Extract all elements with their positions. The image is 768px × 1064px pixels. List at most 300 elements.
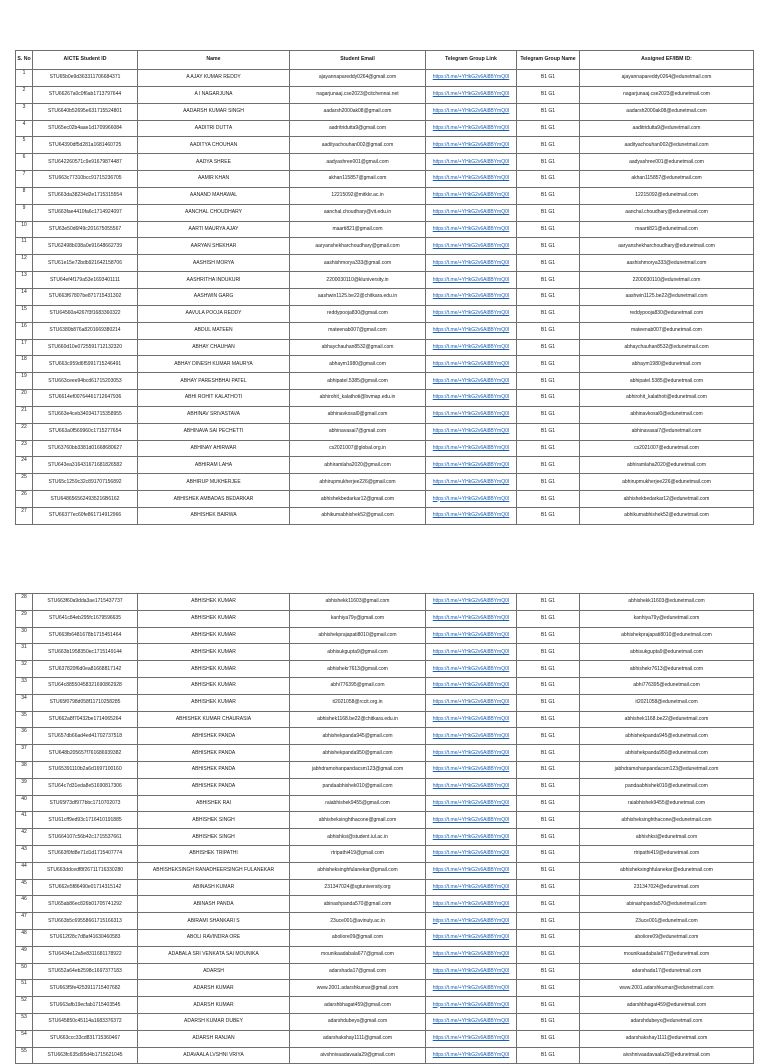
- cell-group-name: B1 G1: [517, 507, 580, 524]
- cell-name: ABHISHEK AMBADAS BEDARKAR: [138, 491, 290, 508]
- cell-assigned-id: abhinavasai7@edunetmail.com: [580, 423, 754, 440]
- cell-group-name: B1 G1: [517, 288, 580, 305]
- telegram-link[interactable]: https://t.me/+YHkG2v6Al8BYmQ0I: [426, 644, 517, 661]
- telegram-link[interactable]: https://t.me/+YHkG2v6Al8BYmQ0I: [426, 507, 517, 524]
- cell-email: aivshnivaadavaala29@gmail.com: [290, 1047, 426, 1064]
- cell-assigned-id: abhishekk11603@edunetmail.com: [580, 594, 754, 611]
- cell-name: ABHAY PARESHBHAI PATEL: [138, 373, 290, 390]
- table-row: [16, 272, 754, 289]
- cell-name: ABOLI RAVINDRA ORE: [138, 929, 290, 946]
- cell-assigned-id: ajayannapareddy0264@edunetmail.com: [580, 70, 754, 87]
- cell-student-id: STU63760bb3381d01668680627: [33, 440, 138, 457]
- cell-group-name: B1 G1: [517, 238, 580, 255]
- cell-email: aashwin1125.be22@chitkara.edu.in: [290, 288, 426, 305]
- table-row: [16, 221, 754, 238]
- cell-group-name: B1 G1: [517, 322, 580, 339]
- telegram-link[interactable]: https://t.me/+YHkG2v6Al8BYmQ0I: [426, 980, 517, 997]
- cell-sno: 41: [16, 812, 33, 829]
- cell-assigned-id: cs2021007@edunetmail.com: [580, 440, 754, 457]
- telegram-link[interactable]: https://t.me/+YHkG2v6Al8BYmQ0I: [426, 272, 517, 289]
- cell-email: aadyashree001@gmail.com: [290, 154, 426, 171]
- cell-email: aashishmorya333@gmail.com: [290, 255, 426, 272]
- telegram-link[interactable]: https://t.me/+YHkG2v6Al8BYmQ0I: [426, 491, 517, 508]
- cell-sno: 37: [16, 745, 33, 762]
- header-row: [16, 51, 754, 70]
- cell-student-id: STU65ec02b4aae1d1709966084: [33, 120, 138, 137]
- telegram-link[interactable]: https://t.me/+YHkG2v6Al8BYmQ0I: [426, 255, 517, 272]
- cell-student-id: STU663da38234d2e1715315554: [33, 187, 138, 204]
- cell-email: abhaym1980@gmail.com: [290, 356, 426, 373]
- cell-email: 12215092@mitkkr.ac.in: [290, 187, 426, 204]
- cell-name: AANAND MAHAWAL: [138, 187, 290, 204]
- table-row: [16, 677, 754, 694]
- table-row: [16, 171, 754, 188]
- telegram-link[interactable]: https://t.me/+YHkG2v6Al8BYmQ0I: [426, 829, 517, 846]
- cell-student-id: STU663f0fd8e71d1d1715407774: [33, 845, 138, 862]
- cell-email: www.2001.adarshkumar@gmail.com: [290, 980, 426, 997]
- table-row: [16, 845, 754, 862]
- cell-assigned-id: nagarjunaaj.cse2023@edunetmail.com: [580, 86, 754, 103]
- cell-student-id: STU663ccc33cd831715360467: [33, 1030, 138, 1047]
- cell-email: kanhiya79y@gmail.com: [290, 610, 426, 627]
- cell-email: adarshada17@gmail.com: [290, 963, 426, 980]
- telegram-link[interactable]: https://t.me/+YHkG2v6Al8BYmQ0I: [426, 661, 517, 678]
- cell-email: aanchal.choudhary@vit.edu.in: [290, 204, 426, 221]
- cell-sno: 21: [16, 406, 33, 423]
- cell-name: ABHISHEK SINGH: [138, 812, 290, 829]
- table-row: [16, 644, 754, 661]
- telegram-link[interactable]: https://t.me/+YHkG2v6Al8BYmQ0I: [426, 390, 517, 407]
- cell-student-id: STU662a8f70432be1714065264: [33, 711, 138, 728]
- telegram-link[interactable]: https://t.me/+YHkG2v6Al8BYmQ0I: [426, 86, 517, 103]
- cell-student-id: STU65f73df977bbc1710702073: [33, 795, 138, 812]
- cell-group-name: B1 G1: [517, 187, 580, 204]
- cell-assigned-id: mateenab007@edunetmail.com: [580, 322, 754, 339]
- cell-student-id: STU65ab86ec826b01705741292: [33, 896, 138, 913]
- table-row: [16, 812, 754, 829]
- cell-group-name: B1 G1: [517, 120, 580, 137]
- table-row: [16, 86, 754, 103]
- cell-group-name: B1 G1: [517, 491, 580, 508]
- cell-assigned-id: kanhiya79y@edunetmail.com: [580, 610, 754, 627]
- cell-group-name: B1 G1: [517, 86, 580, 103]
- cell-sno: 1: [16, 70, 33, 87]
- cell-email: abhaychauhan8532@gmail.com: [290, 339, 426, 356]
- cell-assigned-id: adarshada17@edunetmail.com: [580, 963, 754, 980]
- cell-student-id: STU663f67807be871715431302: [33, 288, 138, 305]
- table-row: [16, 305, 754, 322]
- cell-group-name: B1 G1: [517, 272, 580, 289]
- cell-email: aadritridutta9@gmail.com: [290, 120, 426, 137]
- telegram-link[interactable]: https://t.me/+YHkG2v6Al8BYmQ0I: [426, 896, 517, 913]
- cell-name: ABHIRAM LAHA: [138, 457, 290, 474]
- telegram-link[interactable]: https://t.me/+YHkG2v6Al8BYmQ0I: [426, 120, 517, 137]
- cell-assigned-id: abhisheksinghfulanekar@edunetmail.com: [580, 862, 754, 879]
- cell-group-name: B1 G1: [517, 390, 580, 407]
- cell-name: ABDUL MATEEN: [138, 322, 290, 339]
- table-row: [16, 627, 754, 644]
- table-body-page2: [16, 594, 754, 1064]
- cell-email: adarshakshay1111@gmail.com: [290, 1030, 426, 1047]
- cell-assigned-id: mounikaadabala677@edunetmail.com: [580, 946, 754, 963]
- cell-student-id: STU65c1259c32c891707156892: [33, 474, 138, 491]
- cell-assigned-id: aivshnivaadavaala29@edunetmail.com: [580, 1047, 754, 1064]
- cell-name: ADABALA SRI VENKATA SAI MOUNIKA: [138, 946, 290, 963]
- cell-student-id: STU65391110b2a6d1697100160: [33, 761, 138, 778]
- cell-assigned-id: abhishksi@edunetmail.com: [580, 829, 754, 846]
- cell-assigned-id: 23uce001@edunetmail.com: [580, 913, 754, 930]
- cell-name: ABHINAY AHIRWAR: [138, 440, 290, 457]
- telegram-link[interactable]: https://t.me/+YHkG2v6Al8BYmQ0I: [426, 440, 517, 457]
- cell-name: ABHINAVA SAI PECHETTI: [138, 423, 290, 440]
- telegram-link[interactable]: https://t.me/+YHkG2v6Al8BYmQ0I: [426, 795, 517, 812]
- telegram-link[interactable]: https://t.me/+YHkG2v6Al8BYmQ0I: [426, 423, 517, 440]
- cell-email: 231347024@sgtuniversity.org: [290, 879, 426, 896]
- cell-student-id: STU663b5c69558661715166313: [33, 913, 138, 930]
- cell-group-name: B1 G1: [517, 457, 580, 474]
- cell-sno: 22: [16, 423, 33, 440]
- cell-assigned-id: adarshbhagat459@edunetmail.com: [580, 997, 754, 1014]
- cell-assigned-id: abinashpanda570@edunetmail.com: [580, 896, 754, 913]
- header-assigned-id: Assigned EF/IBM ID:: [580, 51, 754, 70]
- cell-assigned-id: abhishekprajapati8010@edunetmail.com: [580, 627, 754, 644]
- cell-email: abhishksi@student.iul.ac.in: [290, 829, 426, 846]
- telegram-link[interactable]: https://t.me/+YHkG2v6Al8BYmQ0I: [426, 305, 517, 322]
- cell-group-name: B1 G1: [517, 1030, 580, 1047]
- cell-sno: 20: [16, 390, 33, 407]
- cell-email: abhirupmukherjee226@gmail.com: [290, 474, 426, 491]
- cell-assigned-id: aashishmorya333@edunetmail.com: [580, 255, 754, 272]
- cell-student-id: STU663fb6481678b1715451464: [33, 627, 138, 644]
- cell-name: AANCHAL CHOUDHARY: [138, 204, 290, 221]
- table-row: [16, 70, 754, 87]
- cell-name: AADITYA CHOUHAN: [138, 137, 290, 154]
- cell-student-id: STU66267a0c0f6ab1713797644: [33, 86, 138, 103]
- cell-name: ABHISHEK KUMAR: [138, 610, 290, 627]
- cell-assigned-id: abhaychauhan8532@edunetmail.com: [580, 339, 754, 356]
- cell-name: ABHISHEK KUMAR: [138, 694, 290, 711]
- cell-email: adarshdubeyx@gmail.com: [290, 1013, 426, 1030]
- cell-group-name: B1 G1: [517, 627, 580, 644]
- cell-sno: 44: [16, 862, 33, 879]
- cell-sno: 54: [16, 1030, 33, 1047]
- cell-assigned-id: maarti821@edunetmail.com: [580, 221, 754, 238]
- cell-name: AARYAN SHEKHAR: [138, 238, 290, 255]
- cell-name: ABHAY CHAUHAN: [138, 339, 290, 356]
- cell-name: ADARSH KUMAR DUBEY: [138, 1013, 290, 1030]
- cell-student-id: STU663b1958350ec1715149144: [33, 644, 138, 661]
- cell-email: jabhdramohanpandacsm123@gmail.com: [290, 761, 426, 778]
- cell-name: ABHISHEK SINGH: [138, 829, 290, 846]
- cell-group-name: B1 G1: [517, 963, 580, 980]
- telegram-link[interactable]: https://t.me/+YHkG2v6Al8BYmQ0I: [426, 238, 517, 255]
- cell-sno: 33: [16, 677, 33, 694]
- cell-student-id: STU6486565624935216B6162: [33, 491, 138, 508]
- table-row: [16, 356, 754, 373]
- header-name: Name: [138, 51, 290, 70]
- telegram-link[interactable]: https://t.me/+YHkG2v6Al8BYmQ0I: [426, 70, 517, 87]
- telegram-link[interactable]: https://t.me/+YHkG2v6Al8BYmQ0I: [426, 627, 517, 644]
- cell-sno: 15: [16, 305, 33, 322]
- cell-group-name: B1 G1: [517, 154, 580, 171]
- cell-student-id: STU6380b876a8201669380214: [33, 322, 138, 339]
- cell-assigned-id: raiabhishek9455@edunetmail.com: [580, 795, 754, 812]
- telegram-link[interactable]: https://t.me/+YHkG2v6Al8BYmQ0I: [426, 457, 517, 474]
- cell-name: ABHISHEK PANDA: [138, 728, 290, 745]
- cell-assigned-id: 231347024@edunetmail.com: [580, 879, 754, 896]
- cell-group-name: B1 G1: [517, 761, 580, 778]
- cell-email: ajayannapareddy0264@gmail.com: [290, 70, 426, 87]
- cell-sno: 53: [16, 1013, 33, 1030]
- cell-sno: 42: [16, 829, 33, 846]
- cell-name: ABHISHEKSINGH RANADHEERSINGH FULANEKAR: [138, 862, 290, 879]
- telegram-link[interactable]: https://t.me/+YHkG2v6Al8BYmQ0I: [426, 610, 517, 627]
- cell-student-id: STU641c84eb295fc1679596635: [33, 610, 138, 627]
- cell-assigned-id: adarshakshay1111@edunetmail.com: [580, 1030, 754, 1047]
- table-body-page1: [16, 70, 754, 525]
- telegram-link[interactable]: https://t.me/+YHkG2v6Al8BYmQ0I: [426, 356, 517, 373]
- header-email: Student Email: [290, 51, 426, 70]
- cell-name: ADARSH KUMAR: [138, 980, 290, 997]
- cell-email: abhisukgupta9@gmail.com: [290, 644, 426, 661]
- table-row: [16, 929, 754, 946]
- cell-assigned-id: abhisukgupta9@edunetmail.com: [580, 644, 754, 661]
- telegram-link[interactable]: https://t.me/+YHkG2v6Al8BYmQ0I: [426, 373, 517, 390]
- telegram-link[interactable]: https://t.me/+YHkG2v6Al8BYmQ0I: [426, 913, 517, 930]
- telegram-link[interactable]: https://t.me/+YHkG2v6Al8BYmQ0I: [426, 221, 517, 238]
- telegram-link[interactable]: https://t.me/+YHkG2v6Al8BYmQ0I: [426, 946, 517, 963]
- telegram-link[interactable]: https://t.me/+YHkG2v6Al8BYmQ0I: [426, 406, 517, 423]
- cell-assigned-id: 12215092@edunetmail.com: [580, 187, 754, 204]
- cell-name: ABHISHEK KUMAR: [138, 594, 290, 611]
- telegram-link[interactable]: https://t.me/+YHkG2v6Al8BYmQ0I: [426, 204, 517, 221]
- cell-name: AAMIR KHAN: [138, 171, 290, 188]
- cell-sno: 36: [16, 728, 33, 745]
- telegram-link[interactable]: https://t.me/+YHkG2v6Al8BYmQ0I: [426, 322, 517, 339]
- cell-group-name: B1 G1: [517, 997, 580, 1014]
- cell-student-id: STU663fae4410fa6c1714924097: [33, 204, 138, 221]
- cell-assigned-id: pandaabhishek010@edunetmail.com: [580, 778, 754, 795]
- cell-group-name: B1 G1: [517, 221, 580, 238]
- cell-email: it2021058@rccit.org.in: [290, 694, 426, 711]
- cell-group-name: B1 G1: [517, 70, 580, 87]
- telegram-link[interactable]: https://t.me/+YHkG2v6Al8BYmQ0I: [426, 862, 517, 879]
- telegram-link[interactable]: https://t.me/+YHkG2v6Al8BYmQ0I: [426, 711, 517, 728]
- cell-student-id: STU664107c56b42c1715537661: [33, 829, 138, 846]
- table-row: [16, 728, 754, 745]
- table-row: [16, 661, 754, 678]
- table-row: [16, 154, 754, 171]
- telegram-link[interactable]: https://t.me/+YHkG2v6Al8BYmQ0I: [426, 103, 517, 120]
- cell-sno: 6: [16, 154, 33, 171]
- telegram-link[interactable]: https://t.me/+YHkG2v6Al8BYmQ0I: [426, 879, 517, 896]
- table-row: [16, 373, 754, 390]
- table-row: [16, 238, 754, 255]
- cell-student-id: STU637820f6d0ea81668817142: [33, 661, 138, 678]
- table-row: [16, 761, 754, 778]
- cell-student-id: STU64c88550458321690862928: [33, 677, 138, 694]
- cell-sno: 16: [16, 322, 33, 339]
- telegram-link[interactable]: https://t.me/+YHkG2v6Al8BYmQ0I: [426, 745, 517, 762]
- cell-student-id: STU663c959d6f5991715246491: [33, 356, 138, 373]
- cell-email: abhirohit_kalathoti@bvmap.edu.in: [290, 390, 426, 407]
- cell-student-id: STU663a0f569960c1715277654: [33, 423, 138, 440]
- cell-student-id: STU6640b52695e631715524801: [33, 103, 138, 120]
- cell-email: reddypooja830@gmail.com: [290, 305, 426, 322]
- cell-name: ADARSH RANJAN: [138, 1030, 290, 1047]
- cell-email: abhinavasai7@gmail.com: [290, 423, 426, 440]
- table-row: [16, 288, 754, 305]
- header-sno: S. No: [16, 51, 33, 70]
- cell-name: AAVULA POOJA REDDY: [138, 305, 290, 322]
- cell-student-id: STU642260571c9e91679874487: [33, 154, 138, 171]
- cell-name: ABHISHEK PANDA: [138, 778, 290, 795]
- table-row: [16, 406, 754, 423]
- cell-email: 2200030110@kluniversity.in: [290, 272, 426, 289]
- telegram-link[interactable]: https://t.me/+YHkG2v6Al8BYmQ0I: [426, 137, 517, 154]
- cell-student-id: STU657db66ad4ed41702737518: [33, 728, 138, 745]
- cell-sno: 48: [16, 929, 33, 946]
- telegram-link[interactable]: https://t.me/+YHkG2v6Al8BYmQ0I: [426, 929, 517, 946]
- cell-assigned-id: rtripathi419@edunetmail.com: [580, 845, 754, 862]
- telegram-link[interactable]: https://t.me/+YHkG2v6Al8BYmQ0I: [426, 812, 517, 829]
- cell-assigned-id: aashwin1125.be22@edunetmail.com: [580, 288, 754, 305]
- table-row: [16, 137, 754, 154]
- cell-sno: 46: [16, 896, 33, 913]
- cell-email: adarshbhagat459@gmail.com: [290, 997, 426, 1014]
- cell-email: aboliore09@gmail.com: [290, 929, 426, 946]
- cell-name: A AJAY KUMAR REDDY: [138, 70, 290, 87]
- table-row: [16, 879, 754, 896]
- cell-group-name: B1 G1: [517, 845, 580, 862]
- cell-sno: 34: [16, 694, 33, 711]
- telegram-link[interactable]: https://t.me/+YHkG2v6Al8BYmQ0I: [426, 761, 517, 778]
- cell-name: ABHISHEK KUMAR: [138, 677, 290, 694]
- cell-email: abhinavkosal0@gmail.com: [290, 406, 426, 423]
- telegram-link[interactable]: https://t.me/+YHkG2v6Al8BYmQ0I: [426, 778, 517, 795]
- cell-assigned-id: abhishekpanda945@edunetmail.com: [580, 728, 754, 745]
- telegram-link[interactable]: https://t.me/+YHkG2v6Al8BYmQ0I: [426, 171, 517, 188]
- table-row: [16, 1030, 754, 1047]
- cell-email: maarti821@gmail.com: [290, 221, 426, 238]
- cell-group-name: B1 G1: [517, 896, 580, 913]
- cell-assigned-id: abhi776395@edunetmail.com: [580, 677, 754, 694]
- cell-student-id: STU663c77310bcc91715236705: [33, 171, 138, 188]
- cell-email: aadarsh2000ak08@gmail.com: [290, 103, 426, 120]
- cell-student-id: STU62498b038a0e91648662739: [33, 238, 138, 255]
- telegram-link[interactable]: https://t.me/+YHkG2v6Al8BYmQ0I: [426, 997, 517, 1014]
- cell-name: ABHI ROHIT KALATHOTI: [138, 390, 290, 407]
- cell-name: ABHAY DINESH KUMAR MAURYA: [138, 356, 290, 373]
- cell-group-name: B1 G1: [517, 103, 580, 120]
- cell-sno: 51: [16, 980, 33, 997]
- cell-assigned-id: it2021058@edunetmail.com: [580, 694, 754, 711]
- cell-name: AASHWIN GARG: [138, 288, 290, 305]
- cell-sno: 24: [16, 457, 33, 474]
- telegram-link[interactable]: https://t.me/+YHkG2v6Al8BYmQ0I: [426, 694, 517, 711]
- telegram-link[interactable]: https://t.me/+YHkG2v6Al8BYmQ0I: [426, 154, 517, 171]
- cell-email: abhishek1168.be22@chitkara.edu.in: [290, 711, 426, 728]
- telegram-link[interactable]: https://t.me/+YHkG2v6Al8BYmQ0I: [426, 1030, 517, 1047]
- cell-group-name: B1 G1: [517, 423, 580, 440]
- students-table-page1: [15, 50, 754, 525]
- table-row: [16, 507, 754, 524]
- telegram-link[interactable]: https://t.me/+YHkG2v6Al8BYmQ0I: [426, 474, 517, 491]
- cell-email: aadityachouhan002@gmail.com: [290, 137, 426, 154]
- table-row: [16, 980, 754, 997]
- cell-group-name: B1 G1: [517, 644, 580, 661]
- cell-name: AASHISH MORYA: [138, 255, 290, 272]
- cell-name: ABHIRUP MUKHERJEE: [138, 474, 290, 491]
- cell-group-name: B1 G1: [517, 171, 580, 188]
- cell-name: ADARSH KUMAR: [138, 997, 290, 1014]
- cell-name: ABINASH KUMAR: [138, 879, 290, 896]
- cell-name: ABHISHEK BAIRWA: [138, 507, 290, 524]
- cell-sno: 11: [16, 238, 33, 255]
- cell-email: raiabhishek9455@gmail.com: [290, 795, 426, 812]
- cell-student-id: STU64390df5d281a1681460725: [33, 137, 138, 154]
- telegram-link[interactable]: https://t.me/+YHkG2v6Al8BYmQ0I: [426, 187, 517, 204]
- cell-student-id: STU662e5f86490e01714315142: [33, 879, 138, 896]
- cell-student-id: STU663fc635d95d4b1715621045: [33, 1047, 138, 1064]
- cell-group-name: B1 G1: [517, 373, 580, 390]
- cell-name: ABHISHEK KUMAR: [138, 627, 290, 644]
- cell-email: abhishekpanda945@gmail.com: [290, 728, 426, 745]
- telegram-link[interactable]: https://t.me/+YHkG2v6Al8BYmQ0I: [426, 963, 517, 980]
- cell-sno: 10: [16, 221, 33, 238]
- cell-assigned-id: akhan115857@edunetmail.com: [580, 171, 754, 188]
- cell-group-name: B1 G1: [517, 929, 580, 946]
- cell-group-name: B1 G1: [517, 305, 580, 322]
- cell-email: akhan115857@gmail.com: [290, 171, 426, 188]
- cell-student-id: STU663f5fe4253911715407682: [33, 980, 138, 997]
- telegram-link[interactable]: https://t.me/+YHkG2v6Al8BYmQ0I: [426, 677, 517, 694]
- telegram-link[interactable]: https://t.me/+YHkG2v6Al8BYmQ0I: [426, 1013, 517, 1030]
- cell-name: AARTI MAURYA AJAY: [138, 221, 290, 238]
- cell-sno: 35: [16, 711, 33, 728]
- cell-assigned-id: aanchal.choudhary@edunetmail.com: [580, 204, 754, 221]
- telegram-link[interactable]: https://t.me/+YHkG2v6Al8BYmQ0I: [426, 288, 517, 305]
- header-telegram-group: Telegram Group Name: [517, 51, 580, 70]
- cell-email: abhi776395@gmail.com: [290, 677, 426, 694]
- cell-name: ABIRAMI SHANKARI S: [138, 913, 290, 930]
- cell-group-name: B1 G1: [517, 829, 580, 846]
- cell-name: AADARSH KUMAR SINGH: [138, 103, 290, 120]
- cell-sno: 30: [16, 627, 33, 644]
- cell-student-id: STU663e4ceb340341715358955: [33, 406, 138, 423]
- cell-sno: 3: [16, 103, 33, 120]
- cell-assigned-id: abhishek1168.be22@edunetmail.com: [580, 711, 754, 728]
- cell-student-id: STU612f28c7d8af41630460583: [33, 929, 138, 946]
- cell-sno: 7: [16, 171, 33, 188]
- cell-assigned-id: jabhdramohanpandacsm123@edunetmail.com: [580, 761, 754, 778]
- cell-group-name: B1 G1: [517, 594, 580, 611]
- telegram-link[interactable]: https://t.me/+YHkG2v6Al8BYmQ0I: [426, 1047, 517, 1064]
- table-row: [16, 440, 754, 457]
- cell-name: ADARSH: [138, 963, 290, 980]
- table-row: [16, 187, 754, 204]
- cell-assigned-id: abhikumabhishek52@edunetmail.com: [580, 507, 754, 524]
- telegram-link[interactable]: https://t.me/+YHkG2v6Al8BYmQ0I: [426, 728, 517, 745]
- table-row: [16, 457, 754, 474]
- telegram-link[interactable]: https://t.me/+YHkG2v6Al8BYmQ0I: [426, 594, 517, 611]
- cell-assigned-id: abhinavkosal0@edunetmail.com: [580, 406, 754, 423]
- table-row: [16, 829, 754, 846]
- telegram-link[interactable]: https://t.me/+YHkG2v6Al8BYmQ0I: [426, 339, 517, 356]
- cell-student-id: STU66377ec60fe861714912966: [33, 507, 138, 524]
- cell-assigned-id: abhiramlaha2020@edunetmail.com: [580, 457, 754, 474]
- telegram-link[interactable]: https://t.me/+YHkG2v6Al8BYmQ0I: [426, 845, 517, 862]
